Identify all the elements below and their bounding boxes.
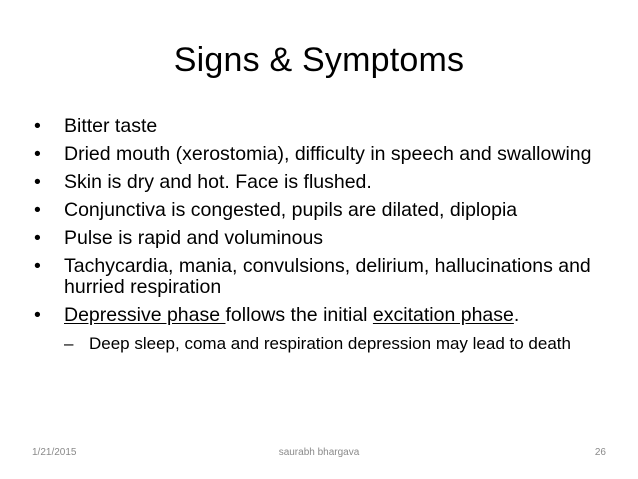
- bullet-icon: •: [34, 143, 41, 165]
- footer-date: 1/21/2015: [32, 447, 77, 458]
- bullet-item: [32, 200, 622, 221]
- bullet-item: [32, 228, 622, 249]
- bullet-icon: •: [34, 255, 41, 277]
- bullet-text: Dried mouth (xerostomia), difficulty in speech and swallowing: [64, 143, 592, 165]
- bullet-icon: •: [34, 304, 41, 326]
- bullet-item: [32, 305, 622, 353]
- bullet-item: [32, 144, 622, 165]
- bullet-list: [32, 116, 622, 360]
- excitation-phase-term: excitation phase: [372, 304, 514, 326]
- bullet-icon: •: [34, 171, 41, 193]
- bullet-text: Skin is dry and hot. Face is flushed.: [64, 171, 372, 193]
- sub-bullet-text: Deep sleep, coma and respiration depression may lead to death: [89, 334, 571, 353]
- bullet-text: Tachycardia, mania, convulsions, delirium, hallucinations and hurried respiration: [64, 255, 591, 298]
- sub-bullet-item: [64, 334, 622, 353]
- sub-bullet-list: [64, 334, 622, 353]
- bullet-text: Bitter taste: [64, 115, 158, 137]
- depressive-phase-term: Depressive phase: [64, 304, 226, 326]
- bullet-icon: •: [34, 115, 41, 137]
- bullet-text: follows the initial: [225, 304, 373, 326]
- bullet-period: .: [513, 304, 520, 326]
- bullet-icon: •: [34, 227, 41, 249]
- footer-author: saurabh bhargava: [278, 447, 360, 458]
- page-number: 26: [594, 447, 606, 458]
- dash-icon: –: [64, 334, 74, 353]
- bullet-item: [32, 172, 622, 193]
- slide-title: Signs & Symptoms: [173, 41, 465, 79]
- bullet-item: [32, 256, 622, 298]
- bullet-text: Pulse is rapid and voluminous: [64, 227, 324, 249]
- bullet-text: Conjunctiva is congested, pupils are dilated, diplopia: [64, 199, 518, 221]
- bullet-icon: •: [34, 199, 41, 221]
- bullet-item: [32, 116, 622, 137]
